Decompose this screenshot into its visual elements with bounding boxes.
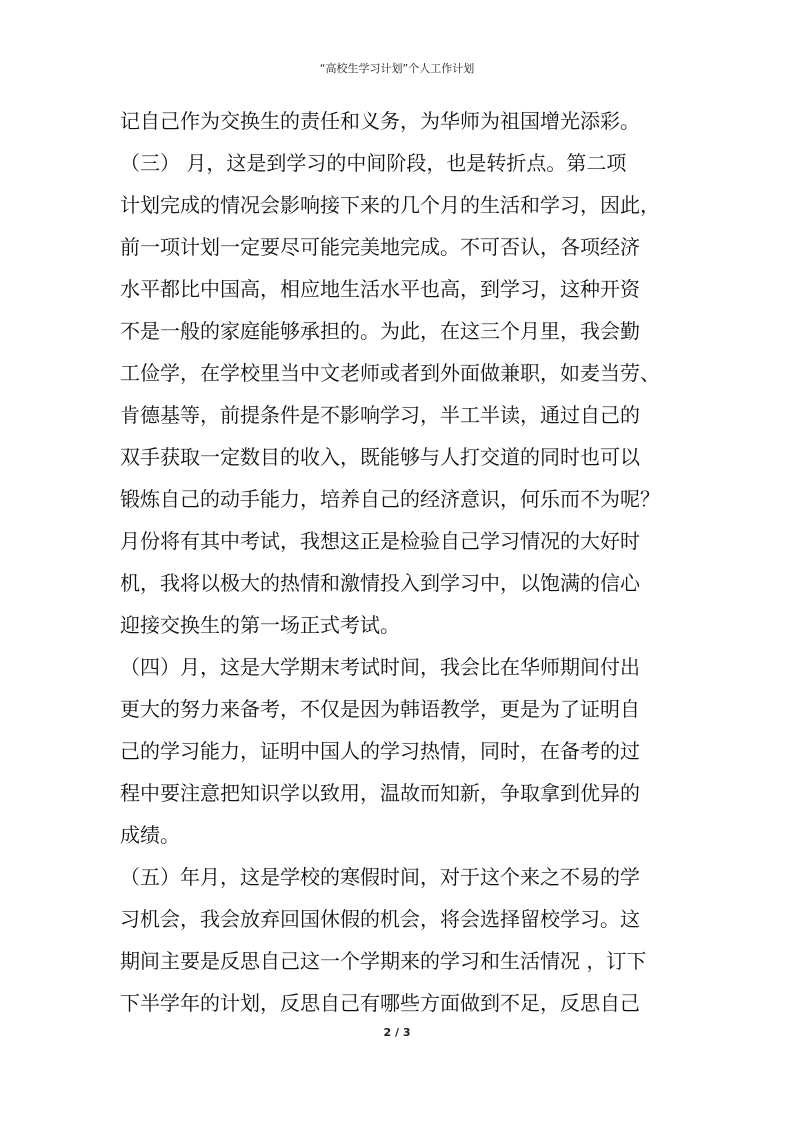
text-line: 记自己作为交换生的责任和义务，为华师为祖国增光添彩。 (120, 109, 640, 133)
page-header: “高校生学习计划”个人工作计划 (319, 62, 475, 75)
text-line: 工俭学，在学校里当中文老师或者到外面做兼职，如麦当劳、 (120, 361, 660, 385)
text-line: 更大的努力来备考，不仅是因为韩语教学，更是为了证明自 (120, 697, 640, 721)
text-line: 成绩。 (120, 823, 180, 847)
text-line: （四）月，这是大学期末考试时间，我会比在华师期间付出 (120, 655, 640, 679)
text-line: （三） 月，这是到学习的中间阶段，也是转折点。第二项 (120, 151, 627, 175)
text-line: 水平都比中国高，相应地生活水平也高，到学习，这种开资 (120, 277, 640, 301)
text-line: 己的学习能力，证明中国人的学习热情，同时，在备考的过 (120, 739, 640, 763)
text-line: 前一项计划一定要尽可能完美地完成。不可否认，各项经济 (120, 235, 640, 259)
text-line: （五）年月，这是学校的寒假时间，对于这个来之不易的学 (120, 865, 640, 889)
text-line: 计划完成的情况会影响接下来的几个月的生活和学习，因此， (120, 193, 660, 217)
text-line: 肯德基等，前提条件是不影响学习，半工半读，通过自己的 (120, 403, 640, 427)
page-number: 2 / 3 (383, 1026, 411, 1039)
text-line: 下半学年的计划，反思自己有哪些方面做到不足，反思自己 (120, 991, 640, 1015)
document-body (120, 100, 700, 1024)
text-line: 程中要注意把知识学以致用，温故而知新，争取拿到优异的 (120, 781, 640, 805)
text-line: 月份将有其中考试，我想这正是检验自己学习情况的大好时 (120, 529, 640, 553)
text-line: 不是一般的家庭能够承担的。为此，在这三个月里，我会勤 (120, 319, 640, 343)
text-line: 迎接交换生的第一场正式考试。 (120, 613, 400, 637)
text-line: 习机会，我会放弃回国休假的机会，将会选择留校学习。这 (120, 907, 640, 931)
text-line: 双手获取一定数目的收入，既能够与人打交道的同时也可以 (120, 445, 640, 469)
text-line: 机，我将以极大的热情和激情投入到学习中，以饱满的信心 (120, 571, 640, 595)
text-line: 锻炼自己的动手能力，培养自己的经济意识，何乐而不为呢？ (120, 487, 660, 511)
text-line: 期间主要是反思自己这一个学期来的学习和生活情况 ，订下 (120, 949, 647, 973)
